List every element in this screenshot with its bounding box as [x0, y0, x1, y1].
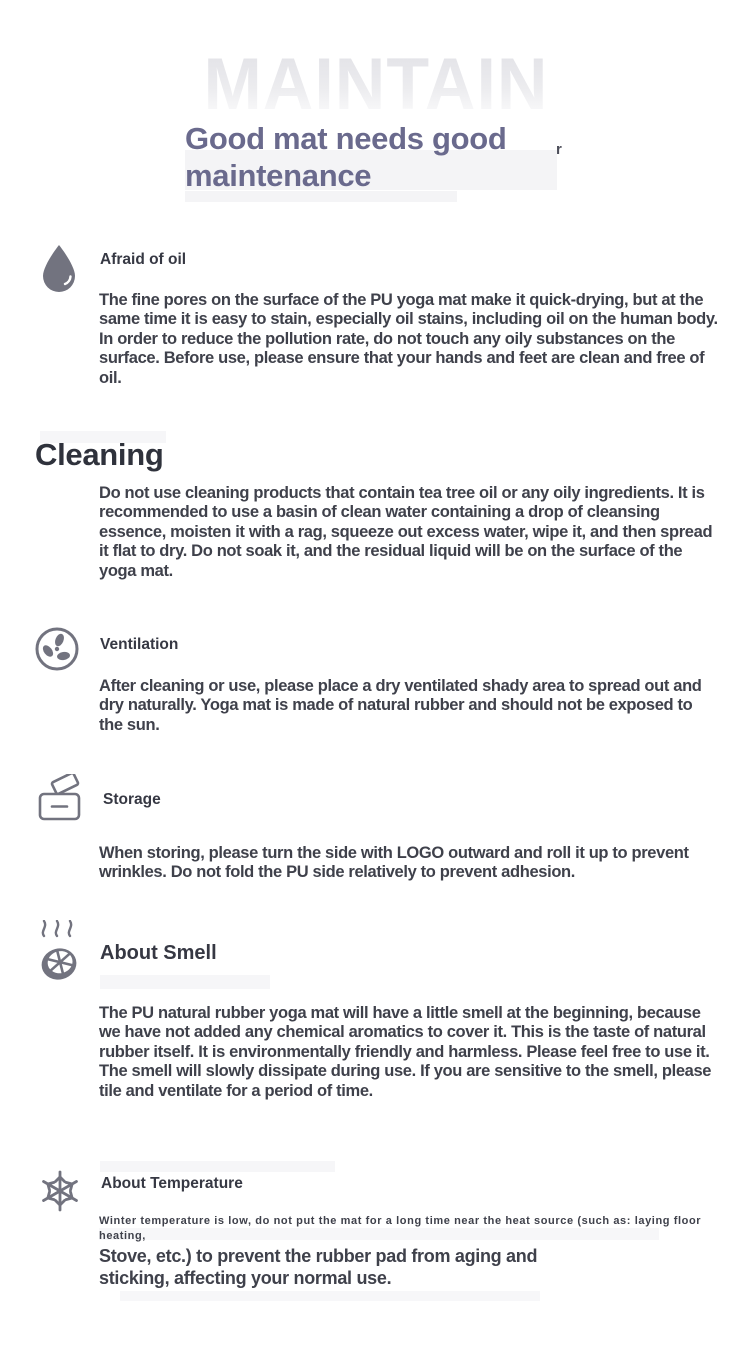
citrus-smell-icon	[36, 920, 82, 990]
highlight-strip	[100, 1161, 335, 1172]
section-title-about-temperature: About Temperature	[101, 1175, 243, 1192]
section-title-ventilation: Ventilation	[100, 636, 179, 653]
section-body-about-temperature-small: Winter temperature is low, do not put the mat for a long time near the heat source (such as: laying floor heating,	[99, 1215, 702, 1242]
headline-stray-mark: r	[556, 141, 562, 158]
section-body-about-smell: The PU natural rubber yoga mat will have a little smell at the beginning, because we have not added any chemical aromatics to cover it. This is the taste of natural rubber itself. It is environmentally friendly and harmless. Please feel free to use it. The smell will slowly dissipate during use. If you are sensitive to the smell, please tile and ventilate for a period of time.	[99, 1004, 712, 1100]
watermark-title: MAINTAIN	[0, 42, 752, 126]
section-body-cleaning: Do not use cleaning products that contain tea tree oil or any oily ingredients. It is recommended to use a basin of clean water containing a drop of cleansing essence, moisten it with a rag, squeeze out excess water, wipe it, and then spread it flat to dry. Do not soak it, and the residual liquid will be on the surface of the yoga mat.	[99, 484, 713, 580]
fan-icon	[33, 625, 81, 673]
section-title-storage: Storage	[103, 791, 161, 808]
section-title-afraid-of-oil: Afraid of oil	[100, 251, 187, 268]
water-drop-icon	[40, 243, 78, 295]
section-body-storage: When storing, please turn the side with LOGO outward and roll it up to prevent wrinkles. Do not fold the PU side relatively to prevent adhesion.	[99, 844, 689, 882]
section-body-afraid-of-oil: The fine pores on the surface of the PU yoga mat make it quick-drying, but at the same time it is easy to stain, especially oil stains, including oil on the human body. In order to reduce the pollution rate, do not touch any oily substances on the surface. Before use, please ensure that your hands and feet are clean and free of oil.	[99, 291, 718, 387]
highlight-strip	[100, 975, 270, 989]
page-title: Good mat needs good maintenance	[185, 121, 507, 193]
section-body-ventilation: After cleaning or use, please place a dry ventilated shady area to spread out and dry naturally. Yoga mat is made of natural rubber and should not be exposed to the sun.	[99, 677, 702, 734]
section-title-cleaning: Cleaning	[35, 437, 164, 472]
snowflake-icon	[36, 1167, 84, 1215]
highlight-strip	[120, 1291, 540, 1301]
section-title-about-smell: About Smell	[100, 942, 217, 964]
section-body-about-temperature-large: Stove, etc.) to prevent the rubber pad from aging and sticking, affecting your normal use.	[99, 1246, 538, 1288]
storage-box-icon	[36, 774, 84, 826]
